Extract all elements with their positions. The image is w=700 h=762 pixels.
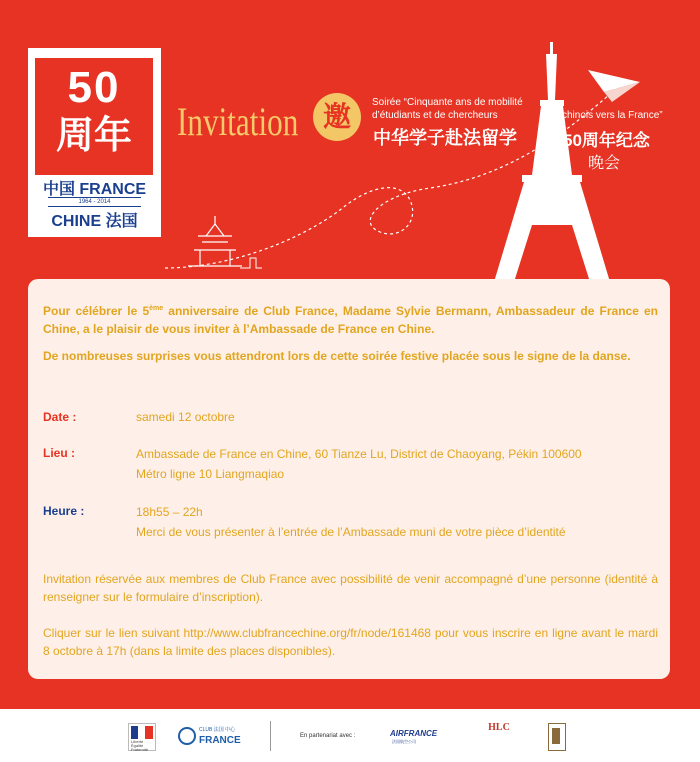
intro-paragraph — [43, 300, 658, 338]
lieu-address: Ambassade de France en Chine, 60 Tianze Lu, District de Chaoyang, Pékin 100600 — [136, 447, 582, 461]
heure-time: 18h55 – 22h — [136, 505, 203, 519]
intro-text-end: anniversaire de Club France, Madame Sylvie Bermann, Ambassadeur de France en Chine, a le plaisir de vous inviter à l’Ambassade de France en Chine. — [43, 304, 659, 336]
lieu-metro: Métro ligne 10 Liangmaqiao — [136, 467, 285, 481]
yao-seal: 邀 — [313, 93, 361, 141]
paper-plane-icon — [588, 70, 640, 102]
heure-label: Heure : — [43, 504, 85, 518]
partner-emblem-icon — [548, 723, 566, 751]
airfrance-logo: AIRFRANCE — [390, 729, 438, 738]
partners-footer — [0, 709, 700, 762]
date-value: samedi 12 octobre — [136, 410, 235, 424]
republic-motto: Liberté Égalité Fraternité — [131, 739, 149, 752]
partner-label: En partenariat avec : — [300, 733, 356, 739]
chinese-50-anniversary: 50周年纪念 — [563, 131, 650, 150]
lieu-label: Lieu : — [43, 446, 75, 460]
hlc-logo: HLC — [488, 722, 510, 733]
invitation-title: Invitation — [177, 99, 299, 144]
date-label: Date : — [43, 410, 77, 424]
anniversary-logo — [28, 48, 161, 237]
reservation-paragraph: Invitation réservée aux membres de Club France avec possibilité de venir accompagné d’une personne (identité à renseigner sur le formulaire d’inscription). — [43, 572, 658, 604]
logo-zhounian: 周年 — [55, 115, 132, 157]
soiree-line-1: Soirée “Cinquante ans de mobilité — [372, 97, 523, 108]
building-outline — [240, 258, 262, 268]
chinese-title: 中华学子赴法留学 — [373, 128, 517, 148]
club-name: FRANCE — [199, 735, 241, 746]
airfrance-chinese: 法国航空公司 — [392, 739, 416, 744]
pagoda-icon — [188, 216, 242, 266]
logo-france-text: 中国 FRANCE — [42, 181, 147, 198]
heure-note: Merci de vous présenter à l’entrée de l’Ambassade muni de votre pièce d’identité — [136, 525, 566, 539]
club-small-text: CLUB 法国 中心 — [199, 727, 236, 733]
logo-red-square — [35, 58, 153, 175]
registration-link-paragraph[interactable]: Cliquer sur le lien suivant http://www.clubfrancechine.org/fr/node/161468 pour vous inscrire en ligne avant le mardi 8 octobre à 17h (dans la limite des places disponibles). — [43, 626, 658, 658]
intro-text-start: Pour célébrer le 5 — [43, 304, 150, 318]
intro-superscript: ème — [149, 305, 164, 312]
footer-divider — [270, 721, 271, 751]
invitation-card — [28, 279, 670, 679]
soiree-line-3: chinois vers la France” — [562, 110, 663, 121]
french-republic-logo — [128, 723, 156, 751]
logo-years: 1964 - 2014 — [48, 197, 141, 207]
chinese-evening: 晚会 — [588, 155, 621, 172]
club-circle-icon — [178, 727, 196, 745]
club-france-logo — [178, 725, 250, 747]
soiree-line-2: d’étudiants et de chercheurs — [372, 110, 498, 121]
logo-number: 50 — [67, 63, 121, 112]
logo-chine-text: CHINE 法国 — [51, 213, 138, 230]
surprises-paragraph: De nombreuses surprises vous attendront lors de cette soirée festive placée sous le signe de la danse. — [43, 349, 631, 363]
